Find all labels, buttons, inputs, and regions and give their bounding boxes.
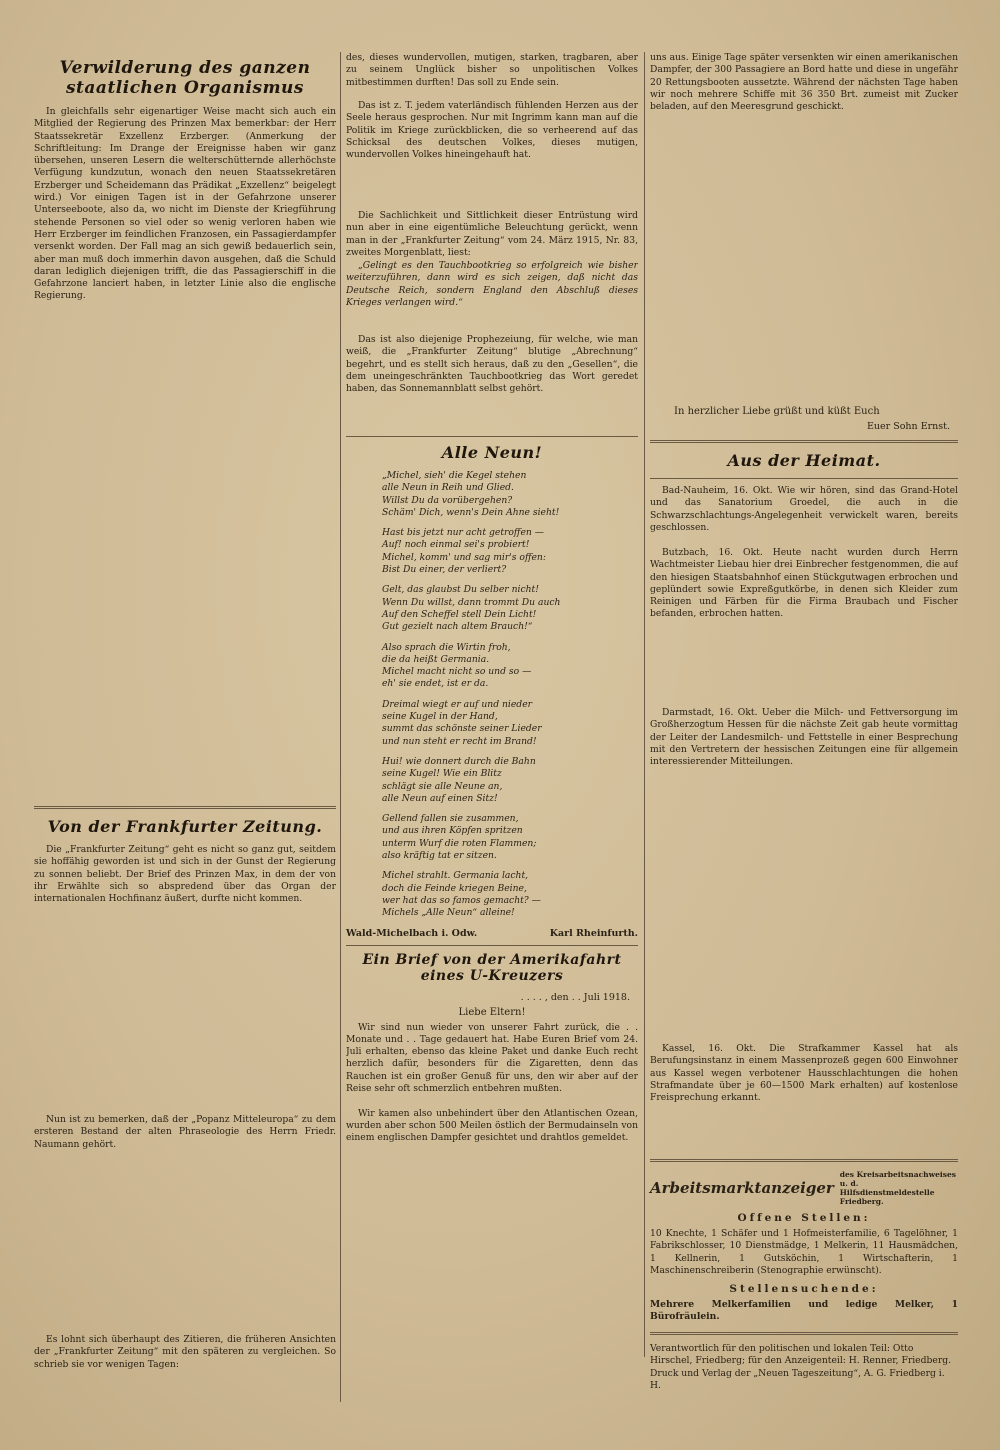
article-paragraph: des, dieses wundervollen, mutigen, starken, tragbaren, aber zu seinem Unglück bisher so unpolitischen Volkes mitbestimmen durften! Das soll zu Ende sein. bbox=[346, 52, 638, 88]
poem-line: Dreimal wiegt er auf und nieder bbox=[382, 698, 533, 710]
article-paragraph: Das ist z. T. jedem vaterländisch fühlenden Herzen aus der Seele heraus gesprochen. Nur mit Ingrimm kann man auf die Politik im Kriege zurückblicken, die so verheerend auf das Schicksal des deutschen Volkes, dieses mutigen, wundervollen Volkes hineingehauft hat. bbox=[346, 100, 638, 161]
poem-stanza bbox=[382, 527, 638, 576]
poem-line: Michel macht nicht so und so — bbox=[382, 666, 532, 678]
news-item: Butzbach, 16. Okt. Heute nacht wurden durch Herrn Wachtmeister Liebau hier drei Einbrecher festgenommen, die auf den hiesigen Staatsbahnhof einen Stückgutwagen erbrochen und geplündert sowie Expreßgutkörbe, in denen sich Kleider zum Reinigen und Färben für die Firma Braubach und Fischer befanden, erbrochen hatten. bbox=[650, 547, 958, 620]
letter-salutation: Liebe Eltern! bbox=[458, 1006, 526, 1018]
column-1 bbox=[34, 52, 336, 1396]
market-subtitle bbox=[840, 1170, 958, 1206]
poem-stanza bbox=[382, 642, 638, 691]
news-item: Bad-Nauheim, 16. Okt. Wie wir hören, sind das Grand-Hotel und das Sanatorium Groedel, die auch in die Schwarzschlachtungs-Angelegenheit verwickelt waren, bereits geschlossen. bbox=[650, 485, 958, 533]
poem-line: Schäm' Dich, wenn's Dein Ahne sieht! bbox=[382, 506, 560, 518]
poem-line: Hui! wie donnert durch die Bahn bbox=[382, 755, 536, 767]
poem-line: schlägt sie alle Neune an, bbox=[382, 780, 503, 792]
market-header bbox=[650, 1170, 958, 1206]
market-subtitle-line: Hilfsdienstmeldestelle Friedberg. bbox=[839, 1188, 935, 1206]
poem-line: eh' sie endet, ist er da. bbox=[382, 678, 489, 690]
poem-line: unterm Wurf die roten Flammen; bbox=[382, 837, 537, 849]
news-item: Darmstadt, 16. Okt. Ueber die Milch- und Fettversorgung im Großherzogtum Hessen für die nächste Zeit gab heute vormittag der Leiter der Landesmilch- und Fettstelle in einer Besprechung mit den Vertretern der hessischen Zeitungen eine für allgemein interessierender Mitteilungen. bbox=[650, 707, 958, 768]
column-3 bbox=[650, 52, 958, 1393]
poem-line: die da heißt Germania. bbox=[382, 653, 490, 665]
poem-line: Also sprach die Wirtin froh, bbox=[382, 641, 511, 653]
poem-line: Auf! noch einmal sei's probiert! bbox=[382, 539, 530, 551]
poem-line: Hast bis jetzt nur acht getroffen — bbox=[382, 527, 544, 539]
poem-stanza bbox=[382, 813, 638, 862]
poem-line: Michel strahlt. Germania lacht, bbox=[382, 870, 529, 882]
market-subtitle-line: des Kreisarbeitsnachweises u. d. bbox=[839, 1170, 956, 1188]
column-rule bbox=[644, 52, 645, 1357]
market-title: Arbeitsmarktanzeiger bbox=[650, 1179, 834, 1197]
quote-paragraph: „Gelingt es den Tauchbootkrieg so erfolgreich wie bisher weiterzuführen, dann wird es sich zeigen, daß nicht das Deutsche Reich, sondern England den Abschluß dieses Krieges verlangen wird.“ bbox=[346, 260, 638, 308]
article-paragraph: In gleichfalls sehr eigenartiger Weise macht sich auch ein Mitglied der Regierung des Prinzen Max bemerkbar: der Herr Staatssekretär Exzellenz Erzberger. (Anmerkung der Schriftleitung: Im Drange der Ereignisse haben wir ganz übersehen, unseren Lesern die welterschütternde allerhöchste Verfügung kundzutun, wonach den neuen Staatssekretären Erzberger und Scheidemann das Prädikat „Exzellenz“ beigelegt wird.) Vor einigen Tagen ist in der Gefahrzone unserer Unterseeboote, also da, wo nicht im Dienste der Kriegführung stehende Personen so viel oder so wenig verloren haben wie Herr Erzberger im feindlichen Franzosen, ein Passagierdampfer versenkt worden. Der Fall mag an sich gewiß bedauerlich sein, aber man muß doch immerhin davon ausgehen, daß die Schuld daran lediglich diejenigen trifft, die das Passagierschiff in die Gefahrzone lanciert haben, in letzter Linie also die englische Regierung. bbox=[34, 106, 336, 302]
open-positions-list: 10 Knechte, 1 Schäfer und 1 Hofmeisterfamilie, 6 Tagelöhner, 1 Fabrikschlosser, 10 Dienstmädge, 1 Melkerin, 11 Hausmädchen, 1 Kellnerin, 1 Gutsköchin, 1 Wirtschafterin, 1 Maschinenschreiberin (Stenographie erwünscht). bbox=[650, 1228, 958, 1276]
open-positions-title: Offene Stellen: bbox=[737, 1212, 871, 1224]
poem-line: Gellend fallen sie zusammen, bbox=[382, 813, 519, 825]
section-divider bbox=[346, 436, 638, 437]
poem-stanza bbox=[382, 870, 638, 919]
poem-line: summt das schönste seiner Lieder bbox=[382, 723, 542, 735]
article-paragraph: Nun ist zu bemerken, daß der „Popanz Mitteleuropa“ zu dem ersteren Bestand der alten Phraseologie des Herrn Friedr. Naumann gehört. bbox=[34, 1114, 336, 1150]
job-seekers-list: Mehrere Melkerfamilien und ledige Melker, 1 Bürofräulein. bbox=[650, 1299, 958, 1323]
poem-stanza bbox=[382, 584, 638, 633]
poem-line: Gelt, das glaubst Du selber nicht! bbox=[382, 584, 539, 596]
poem-line: Gut gezielt nach altem Brauch!“ bbox=[382, 621, 533, 633]
section-divider bbox=[650, 1159, 958, 1162]
poem-line: und aus ihren Köpfen spritzen bbox=[382, 825, 523, 837]
section-divider bbox=[650, 478, 958, 479]
poem-line: Michel, komm' und sag mir's offen: bbox=[382, 551, 546, 563]
poem-stanza bbox=[382, 756, 638, 805]
letter-paragraph: Wir sind nun wieder von unserer Fahrt zurück, die . . Monate und . . Tage gedauert hat. Habe Euren Brief vom 24. Juli erhalten, ebenso das kleine Paket und danke Euch recht herzlich dafür, besonders für die Zigaretten, denn das Rauchen ist ein großer Genuß für uns, den wir aber auf der Reise sehr oft schmerzlich entbehren mußten. bbox=[346, 1021, 638, 1094]
article-paragraph: Die Sachlichkeit und Sittlichkeit dieser Entrüstung wird nun aber in eine eigentümliche Beleuchtung gerückt, wenn man in der „Frankfurter Zeitung“ vom 24. März 1915, Nr. 83, zweites Morgenblatt, liest: bbox=[346, 210, 638, 258]
poem-stanza bbox=[382, 470, 638, 519]
article-paragraph: Das ist also diejenige Prophezeiung, für welche, wie man weiß, die „Frankfurter Zeitung“ blutige „Abrechnung“ begehrt, und es stellt sich heraus, daß zu den „Gesellen“, die dem uneingeschränkten Tauchbootkrieg das Wort geredet haben, das Sonnemannblatt selbst gehört. bbox=[346, 334, 638, 395]
section-divider bbox=[650, 1332, 958, 1335]
imprint: Verantwortlich für den politischen und lokalen Teil: Otto Hirschel, Friedberg; für den Anzeigenteil: H. Renner, Friedberg. Druck und Verlag der „Neuen Tageszeitung“, A. G. Friedberg i. H. bbox=[650, 1342, 952, 1392]
poem-signature bbox=[346, 928, 638, 939]
poem-line: wer hat das so famos gemacht? — bbox=[382, 894, 541, 906]
poem-author: Karl Rheinfurth. bbox=[549, 927, 638, 939]
job-seekers-title: Stellensuchende: bbox=[729, 1283, 879, 1296]
poem-line: seine Kugel in der Hand, bbox=[382, 711, 498, 723]
poem-line: alle Neun auf einen Sitz! bbox=[382, 792, 498, 804]
poem-place: Wald-Michelbach i. Odw. bbox=[346, 927, 478, 939]
article-paragraph: Die „Frankfurter Zeitung“ geht es nicht so ganz gut, seitdem sie hoffähig geworden ist und sich in der Gunst der Regierung zu sonnen beliebt. Der Brief des Prinzen Max, in dem der von ihr Erwählte sich so abspredend über das Organ der internationalen Hochfinanz äußert, durfte nicht kommen. bbox=[34, 844, 336, 905]
letter-paragraph: Wir kamen also unbehindert über den Atlantischen Ozean, wurden aber schon 500 Meilen östlich der Bermudainseln von einem englischen Dampfer gesichtet und drahtlos gemeldet. bbox=[346, 1107, 638, 1144]
news-item: Kassel, 16. Okt. Die Strafkammer Kassel hat als Berufungsinstanz in einem Massenprozeß gegen 600 Einwohner aus Kassel wegen verbotener Hausschlachtungen die hohen Strafmandate über je 60—1500 Mark erhalten) auf kostenlose Freisprechung erkannt. bbox=[650, 1043, 958, 1104]
article-title: Verwilderung des ganzen staatlichen Organismus bbox=[59, 58, 311, 98]
article-title: Von der Frankfurter Zeitung. bbox=[47, 817, 323, 836]
letter-signature: Euer Sohn Ernst. bbox=[866, 421, 950, 432]
poem-line: Bist Du einer, der verliert? bbox=[382, 564, 507, 576]
section-divider bbox=[346, 945, 638, 946]
poem-line: also kräftig tat er sitzen. bbox=[382, 850, 497, 862]
letter-closing: In herzlicher Liebe grüßt und küßt Euch bbox=[674, 406, 880, 417]
letter-dateline: . . . . , den . . Juli 1918. bbox=[520, 991, 630, 1003]
section-divider bbox=[650, 440, 958, 443]
poem bbox=[382, 470, 638, 920]
poem-line: seine Kugel! Wie ein Blitz bbox=[382, 768, 502, 780]
column-rule bbox=[340, 52, 341, 1402]
poem-title: Alle Neun! bbox=[441, 443, 543, 462]
section-title: Aus der Heimat. bbox=[727, 451, 881, 470]
poem-line: Michels „Alle Neun“ alleine! bbox=[382, 907, 515, 919]
poem-line: doch die Feinde kriegen Beine, bbox=[382, 882, 527, 894]
article-paragraph: Es lohnt sich überhaupt des Zitieren, die früheren Ansichten der „Frankfurter Zeitung“ mit den späteren zu vergleichen. So schrieb sie vor wenigen Tagen: bbox=[34, 1334, 336, 1370]
poem-line: „Michel, sieh' die Kegel stehen bbox=[382, 470, 527, 481]
poem-line: und nun steht er recht im Brand! bbox=[382, 735, 537, 747]
column-2 bbox=[346, 52, 638, 1348]
poem-stanza bbox=[382, 699, 638, 748]
poem-line: alle Neun in Reih und Glied. bbox=[382, 482, 514, 494]
letter-title: Ein Brief von der Amerikafahrt eines U-Kreuzers bbox=[362, 951, 622, 984]
section-divider bbox=[34, 806, 336, 809]
poem-line: Auf den Scheffel stell Dein Licht! bbox=[382, 608, 537, 620]
poem-line: Willst Du da vorübergehen? bbox=[382, 494, 513, 506]
poem-line: Wenn Du willst, dann trommt Du auch bbox=[382, 596, 561, 608]
letter-continuation: uns aus. Einige Tage später versenkten wir einen amerikanischen Dampfer, der 300 Passagiere an Bord hatte und diese in ungefähr 20 Rettungsbooten aussetzte. Während der nächsten Tage haben wir noch mehrere Schiffe mit 36 350 Brt. zumeist mit Zucker beladen, auf den Meeresgrund geschickt. bbox=[650, 52, 958, 113]
